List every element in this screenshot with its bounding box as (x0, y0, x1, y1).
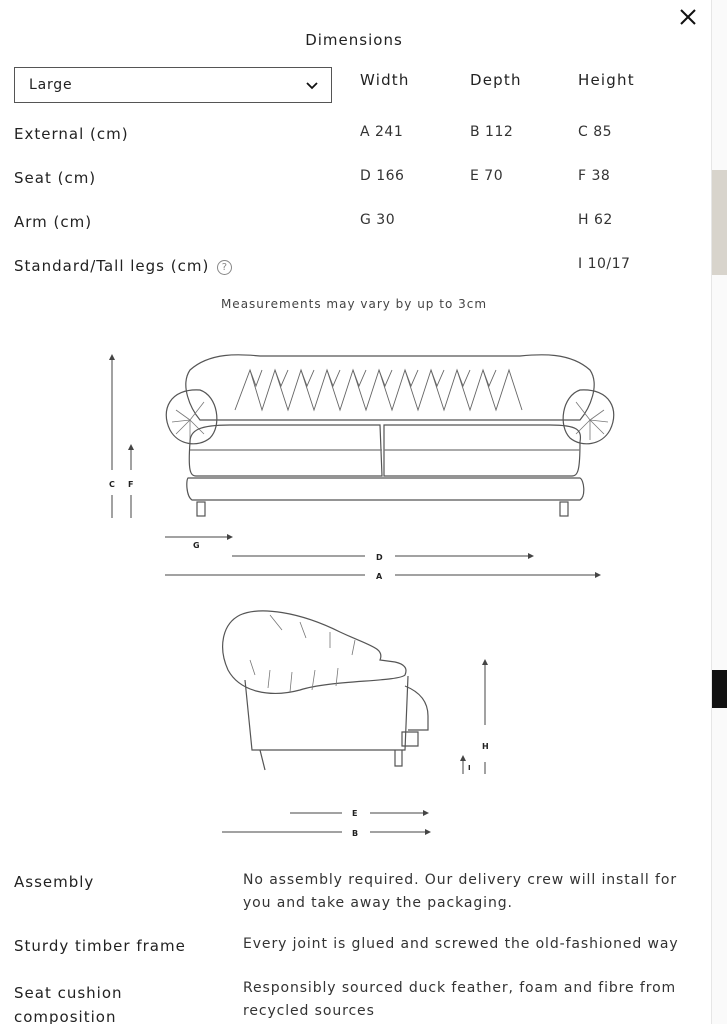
info-label-cushion: Seat cushion composition (14, 984, 123, 1024)
background-product-image (712, 170, 727, 275)
label-d: D (376, 553, 383, 562)
label-i: I (468, 764, 471, 772)
external-height: C 85 (578, 124, 613, 140)
label-e: E (352, 809, 358, 818)
seat-height: F 38 (578, 168, 611, 184)
close-icon[interactable] (676, 5, 700, 29)
arm-width: G 30 (360, 212, 396, 228)
external-width: A 241 (360, 124, 404, 140)
close-button[interactable] (676, 5, 700, 29)
row-label-external: External (cm) (14, 125, 129, 143)
sofa-dimension-diagram (0, 330, 712, 850)
column-header-depth: Depth (470, 71, 522, 89)
info-text-frame: Every joint is glued and screwed the old-fashioned way (243, 936, 679, 952)
background-dark-button (712, 670, 727, 708)
column-header-height: Height (578, 71, 635, 89)
size-select[interactable] (14, 67, 332, 103)
size-select-value: Large (29, 77, 73, 93)
row-label-legs (14, 257, 232, 275)
row-label-arm: Arm (cm) (14, 213, 93, 231)
info-label-frame: Sturdy timber frame (14, 937, 186, 955)
sofa-front-view (166, 355, 614, 516)
modal-title: Dimensions (305, 31, 403, 49)
arm-height: H 62 (578, 212, 613, 228)
help-icon[interactable]: ? (217, 260, 232, 275)
label-g: G (193, 541, 200, 550)
seat-depth: E 70 (470, 168, 504, 184)
label-b: B (352, 829, 359, 838)
chevron-down-icon (305, 79, 319, 93)
legs-label-text: Standard/Tall legs (cm) (14, 257, 210, 275)
seat-width: D 166 (360, 168, 405, 184)
measurement-note: Measurements may vary by up to 3cm (220, 297, 488, 311)
sofa-side-view (223, 611, 428, 770)
external-depth: B 112 (470, 124, 514, 140)
info-text-cushion: Responsibly sourced duck feather, foam and fibre from recycled sources (243, 980, 677, 1019)
label-a: A (376, 572, 383, 581)
legs-height: I 10/17 (578, 256, 631, 272)
background-page (712, 0, 727, 1024)
column-header-width: Width (360, 71, 410, 89)
label-f: F (128, 480, 134, 489)
row-label-seat: Seat (cm) (14, 169, 97, 187)
label-h: H (482, 742, 489, 751)
info-label-assembly: Assembly (14, 873, 95, 891)
label-c: C (109, 480, 115, 489)
info-text-assembly: No assembly required. Our delivery crew will install for you and take away the packaging. (243, 872, 677, 911)
